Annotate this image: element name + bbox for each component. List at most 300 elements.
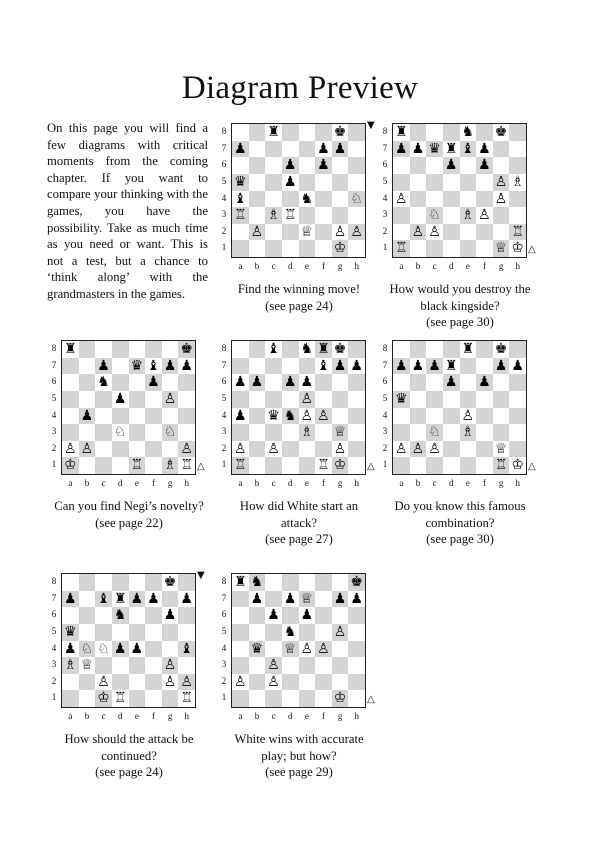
board-square — [348, 391, 365, 408]
board-square — [348, 124, 365, 141]
intro-paragraph: On this page you will find a few diagrams with critical moments from the coming chapter. If you want to compare your thinking with the games, you have the possibility. Take as much time as you need or want. This is not a test, but a chance to ‘think along’ with the grandmasters in the games. — [47, 121, 208, 301]
board-square — [509, 141, 526, 158]
chess-piece-icon: ♖ — [494, 457, 508, 474]
chess-piece-icon: ♟ — [147, 590, 160, 607]
board-square — [282, 224, 299, 241]
board-square — [95, 574, 112, 591]
board-square — [112, 408, 129, 425]
board-square — [460, 358, 477, 375]
board-square — [493, 207, 510, 224]
chess-piece-icon: ♙ — [478, 207, 491, 224]
board-square — [426, 341, 443, 358]
chess-piece-icon: ♟ — [163, 607, 177, 624]
board-square — [509, 207, 526, 224]
board-square — [112, 358, 129, 375]
chess-piece-icon: ♘ — [428, 207, 441, 224]
board-square — [249, 690, 266, 707]
board-square — [393, 424, 410, 441]
chess-piece-icon: ♟ — [234, 374, 247, 391]
board-square — [299, 157, 316, 174]
board-square — [348, 457, 365, 474]
caption-line: (see page 22) — [95, 515, 163, 530]
board-square — [249, 624, 266, 641]
board-square — [299, 141, 316, 158]
board-square — [95, 424, 112, 441]
board-square — [249, 141, 266, 158]
diagram-caption — [219, 498, 379, 548]
rank-label: 1 — [221, 242, 227, 253]
chess-piece-icon: ♗ — [511, 173, 524, 190]
board-square — [79, 424, 96, 441]
board-square — [162, 374, 179, 391]
diagram-caption — [380, 498, 540, 548]
rank-label: 8 — [51, 576, 57, 586]
chess-piece-icon: ♟ — [395, 140, 408, 157]
rank-label: 5 — [221, 392, 227, 403]
board-square — [332, 408, 349, 425]
chess-piece-icon: ♗ — [267, 207, 280, 224]
board-square — [265, 591, 282, 608]
chess-piece-icon: ♖ — [283, 207, 297, 224]
chess-piece-icon: ♞ — [300, 190, 314, 207]
board-square — [112, 457, 129, 474]
chess-piece-icon: ♛ — [130, 357, 144, 374]
board-square — [145, 441, 162, 458]
file-label: f — [151, 711, 155, 721]
board-square — [249, 457, 266, 474]
board-square — [232, 641, 249, 658]
chess-piece-icon: ♗ — [461, 424, 475, 441]
board-square — [299, 207, 316, 224]
file-label: e — [465, 261, 470, 271]
chess-piece-icon: ♙ — [461, 407, 475, 424]
board-square — [145, 424, 162, 441]
board-square — [315, 207, 332, 224]
chess-piece-icon: ♟ — [350, 357, 363, 374]
board-square — [62, 574, 79, 591]
board-square — [62, 607, 79, 624]
chess-piece-icon: ♔ — [333, 690, 347, 707]
rank-label: 6 — [382, 159, 388, 170]
chess-piece-icon: ♟ — [317, 157, 330, 174]
file-label: b — [254, 261, 260, 271]
chess-piece-icon: ♟ — [333, 590, 347, 607]
black-to-move-icon: ▼ — [367, 120, 375, 131]
rank-label: 3 — [221, 426, 227, 437]
board-square — [460, 191, 477, 208]
caption-line: continued? — [101, 748, 157, 763]
board-square — [249, 607, 266, 624]
board-square — [460, 441, 477, 458]
board-square — [332, 607, 349, 624]
board-square — [62, 424, 79, 441]
board-square — [282, 191, 299, 208]
white-to-move-icon: △ — [367, 694, 375, 705]
board-square — [232, 157, 249, 174]
chess-piece-icon: ♘ — [80, 640, 94, 657]
chess-piece-icon: ♔ — [64, 457, 77, 474]
file-label: h — [354, 261, 359, 271]
board-square — [443, 207, 460, 224]
chess-piece-icon: ♟ — [478, 374, 491, 391]
rank-label: 1 — [51, 692, 57, 703]
board-square — [509, 157, 526, 174]
board-square — [426, 191, 443, 208]
board-square — [282, 457, 299, 474]
board-square — [426, 457, 443, 474]
rank-label: 4 — [382, 192, 388, 203]
rank-label: 7 — [382, 359, 388, 370]
board-square — [426, 174, 443, 191]
board-square — [145, 674, 162, 691]
chess-piece-icon: ♟ — [180, 357, 193, 374]
chess-piece-icon: ♔ — [333, 240, 347, 257]
board-square — [232, 424, 249, 441]
rank-label: 8 — [221, 126, 227, 136]
chess-piece-icon: ♘ — [163, 424, 177, 441]
board-square — [282, 240, 299, 257]
diagram-caption — [380, 281, 540, 331]
chess-piece-icon: ♗ — [64, 657, 77, 674]
board-square — [476, 240, 493, 257]
file-label: g — [337, 711, 343, 721]
rank-label: 5 — [382, 392, 388, 403]
chess-piece-icon: ♙ — [234, 673, 247, 690]
board-square — [265, 391, 282, 408]
board-square — [129, 424, 146, 441]
chess-piece-icon: ♟ — [64, 590, 77, 607]
chess-piece-icon: ♟ — [478, 157, 491, 174]
board-square — [95, 624, 112, 641]
chess-piece-icon: ♝ — [147, 357, 160, 374]
chess-piece-icon: ♟ — [80, 407, 94, 424]
chess-piece-icon: ♜ — [461, 341, 475, 357]
chess-piece-icon: ♞ — [283, 407, 297, 424]
file-label: e — [465, 478, 470, 488]
board-square — [129, 674, 146, 691]
board-square — [348, 174, 365, 191]
board-square — [348, 607, 365, 624]
board-square — [145, 341, 162, 358]
rank-label: 7 — [221, 142, 227, 153]
chess-piece-icon: ♜ — [395, 124, 408, 140]
board-square — [509, 441, 526, 458]
board-square — [129, 408, 146, 425]
board-square — [299, 457, 316, 474]
rank-label: 4 — [221, 409, 227, 420]
chess-piece-icon: ♛ — [64, 623, 77, 640]
chess-board — [392, 340, 527, 475]
file-label: a — [238, 261, 243, 271]
chess-piece-icon: ♟ — [130, 640, 144, 657]
file-label: b — [84, 711, 90, 721]
chess-piece-icon: ♙ — [300, 390, 314, 407]
rank-label: 8 — [382, 343, 388, 353]
board-square — [265, 574, 282, 591]
board-square — [443, 224, 460, 241]
board-square — [282, 341, 299, 358]
board-square — [112, 374, 129, 391]
chess-piece-icon: ♕ — [300, 590, 314, 607]
chess-piece-icon: ♟ — [163, 357, 177, 374]
chess-piece-icon: ♕ — [494, 240, 508, 257]
chess-piece-icon: ♙ — [350, 223, 363, 240]
board-square — [249, 240, 266, 257]
board-square — [249, 408, 266, 425]
board-square — [476, 391, 493, 408]
chess-piece-icon: ♚ — [333, 341, 347, 357]
board-square — [509, 191, 526, 208]
board-square — [426, 374, 443, 391]
board-square — [410, 408, 427, 425]
chess-piece-icon: ♟ — [444, 157, 458, 174]
chess-piece-icon: ♚ — [333, 124, 347, 140]
board-square — [493, 141, 510, 158]
board-square — [460, 374, 477, 391]
file-label: g — [167, 478, 173, 488]
board-square — [299, 358, 316, 375]
board-square — [249, 124, 266, 141]
caption-line: (see page 30) — [426, 532, 494, 547]
board-square — [129, 374, 146, 391]
board-square — [232, 624, 249, 641]
caption-line: Can you find Negi’s novelty? — [54, 499, 204, 513]
chess-piece-icon: ♟ — [283, 374, 297, 391]
board-square — [348, 624, 365, 641]
chess-piece-icon: ♟ — [411, 140, 425, 157]
board-square — [145, 624, 162, 641]
chess-piece-icon: ♟ — [283, 157, 297, 174]
chess-piece-icon: ♝ — [180, 640, 193, 657]
board-square — [178, 374, 195, 391]
chess-piece-icon: ♙ — [267, 440, 280, 457]
board-square — [348, 641, 365, 658]
board-square — [332, 374, 349, 391]
caption-line: black kingside? — [420, 298, 500, 313]
board-square — [332, 657, 349, 674]
board-square — [265, 157, 282, 174]
board-square — [332, 391, 349, 408]
chess-piece-icon: ♟ — [180, 590, 193, 607]
board-square — [282, 391, 299, 408]
board-square — [410, 240, 427, 257]
board-square — [129, 441, 146, 458]
board-square — [393, 224, 410, 241]
board-square — [410, 457, 427, 474]
board-square — [282, 690, 299, 707]
board-square — [443, 391, 460, 408]
board-square — [410, 391, 427, 408]
board-square — [348, 690, 365, 707]
rank-label: 4 — [221, 192, 227, 203]
file-label: c — [271, 711, 276, 721]
board-square — [410, 207, 427, 224]
rank-label: 2 — [382, 225, 388, 236]
board-square — [79, 457, 96, 474]
board-square — [426, 391, 443, 408]
rank-label: 7 — [51, 359, 57, 370]
chess-piece-icon: ♖ — [234, 207, 247, 224]
file-label: h — [184, 711, 189, 721]
board-square — [443, 424, 460, 441]
board-square — [460, 391, 477, 408]
chess-piece-icon: ♟ — [317, 140, 330, 157]
board-square — [249, 674, 266, 691]
file-label: c — [101, 711, 106, 721]
chess-board — [231, 123, 366, 258]
board-square — [509, 424, 526, 441]
chess-piece-icon: ♙ — [494, 190, 508, 207]
chess-piece-icon: ♟ — [300, 374, 314, 391]
chess-piece-icon: ♙ — [163, 657, 177, 674]
board-square — [509, 341, 526, 358]
board-square — [232, 124, 249, 141]
board-square — [112, 674, 129, 691]
chess-piece-icon: ♙ — [267, 657, 280, 674]
diagram-caption — [219, 731, 379, 781]
chess-piece-icon: ♟ — [333, 140, 347, 157]
chess-piece-icon: ♚ — [350, 574, 363, 590]
board-square — [162, 408, 179, 425]
board-square — [476, 424, 493, 441]
board-square — [299, 657, 316, 674]
chess-piece-icon: ♟ — [444, 374, 458, 391]
chess-piece-icon: ♙ — [300, 640, 314, 657]
board-square — [232, 224, 249, 241]
chess-piece-icon: ♚ — [494, 341, 508, 357]
board-square — [299, 624, 316, 641]
board-square — [315, 591, 332, 608]
board-square — [265, 641, 282, 658]
caption-line: combination? — [425, 515, 495, 530]
board-square — [332, 174, 349, 191]
chess-piece-icon: ♖ — [234, 457, 247, 474]
rank-label: 4 — [51, 409, 57, 420]
board-square — [62, 690, 79, 707]
chess-piece-icon: ♝ — [234, 190, 247, 207]
rank-label: 3 — [382, 209, 388, 220]
board-square — [393, 457, 410, 474]
chess-piece-icon: ♙ — [180, 440, 193, 457]
board-square — [426, 124, 443, 141]
board-square — [460, 157, 477, 174]
board-square — [443, 408, 460, 425]
chess-piece-icon: ♟ — [267, 607, 280, 624]
chess-piece-icon: ♟ — [147, 374, 160, 391]
rank-label: 2 — [51, 442, 57, 453]
chess-piece-icon: ♞ — [300, 341, 314, 357]
page-title: Diagram Preview — [181, 70, 419, 106]
rank-label: 3 — [51, 659, 57, 670]
chess-piece-icon: ♟ — [283, 590, 297, 607]
board-square — [249, 358, 266, 375]
rank-label: 3 — [221, 209, 227, 220]
chess-piece-icon: ♝ — [461, 140, 475, 157]
board-square — [265, 457, 282, 474]
chess-piece-icon: ♙ — [64, 440, 77, 457]
board-square — [493, 224, 510, 241]
board-square — [178, 408, 195, 425]
chess-piece-icon: ♟ — [97, 357, 110, 374]
black-to-move-icon: ▼ — [197, 570, 205, 581]
board-square — [95, 657, 112, 674]
board-square — [476, 457, 493, 474]
board-square — [282, 574, 299, 591]
chess-board — [61, 573, 196, 708]
board-square — [112, 657, 129, 674]
chess-piece-icon: ♟ — [494, 357, 508, 374]
board-square — [265, 374, 282, 391]
board-square — [348, 424, 365, 441]
board-square — [509, 374, 526, 391]
board-square — [476, 408, 493, 425]
file-label: d — [448, 478, 454, 488]
board-square — [62, 374, 79, 391]
board-square — [265, 240, 282, 257]
board-square — [315, 690, 332, 707]
rank-label: 2 — [221, 442, 227, 453]
chess-piece-icon: ♟ — [350, 590, 363, 607]
chess-piece-icon: ♙ — [97, 673, 110, 690]
rank-label: 4 — [51, 642, 57, 653]
board-square — [95, 408, 112, 425]
rank-label: 7 — [51, 592, 57, 603]
rank-label: 1 — [382, 242, 388, 253]
board-square — [232, 341, 249, 358]
board-square — [460, 174, 477, 191]
board-square — [410, 341, 427, 358]
file-label: f — [482, 478, 486, 488]
chess-piece-icon: ♙ — [333, 223, 347, 240]
board-square — [332, 191, 349, 208]
file-label: a — [238, 478, 243, 488]
caption-line: Find the winning move! — [237, 282, 361, 296]
board-square — [178, 657, 195, 674]
file-label: d — [117, 478, 123, 488]
board-square — [162, 441, 179, 458]
board-square — [282, 358, 299, 375]
caption-line: Do you know this famous — [394, 499, 526, 513]
caption-line: (see page 29) — [265, 765, 333, 780]
caption-line: (see page 24) — [265, 298, 333, 313]
board-square — [95, 391, 112, 408]
chess-piece-icon: ♚ — [180, 341, 193, 357]
board-square — [299, 174, 316, 191]
rank-label: 3 — [382, 426, 388, 437]
file-label: b — [415, 478, 421, 488]
board-square — [249, 391, 266, 408]
board-square — [249, 657, 266, 674]
board-square — [410, 191, 427, 208]
board-square — [112, 574, 129, 591]
board-square — [129, 657, 146, 674]
board-square — [112, 341, 129, 358]
board-square — [162, 624, 179, 641]
white-to-move-icon: △ — [528, 244, 536, 255]
chess-piece-icon: ♙ — [428, 440, 441, 457]
rank-label: 8 — [382, 126, 388, 136]
board-square — [79, 607, 96, 624]
rank-label: 6 — [51, 609, 57, 620]
board-square — [460, 457, 477, 474]
board-square — [232, 690, 249, 707]
chess-piece-icon: ♙ — [80, 440, 94, 457]
caption-line: (see page 27) — [265, 532, 333, 547]
board-square — [162, 591, 179, 608]
chess-piece-icon: ♘ — [113, 424, 127, 441]
chess-piece-icon: ♕ — [283, 640, 297, 657]
board-square — [315, 391, 332, 408]
